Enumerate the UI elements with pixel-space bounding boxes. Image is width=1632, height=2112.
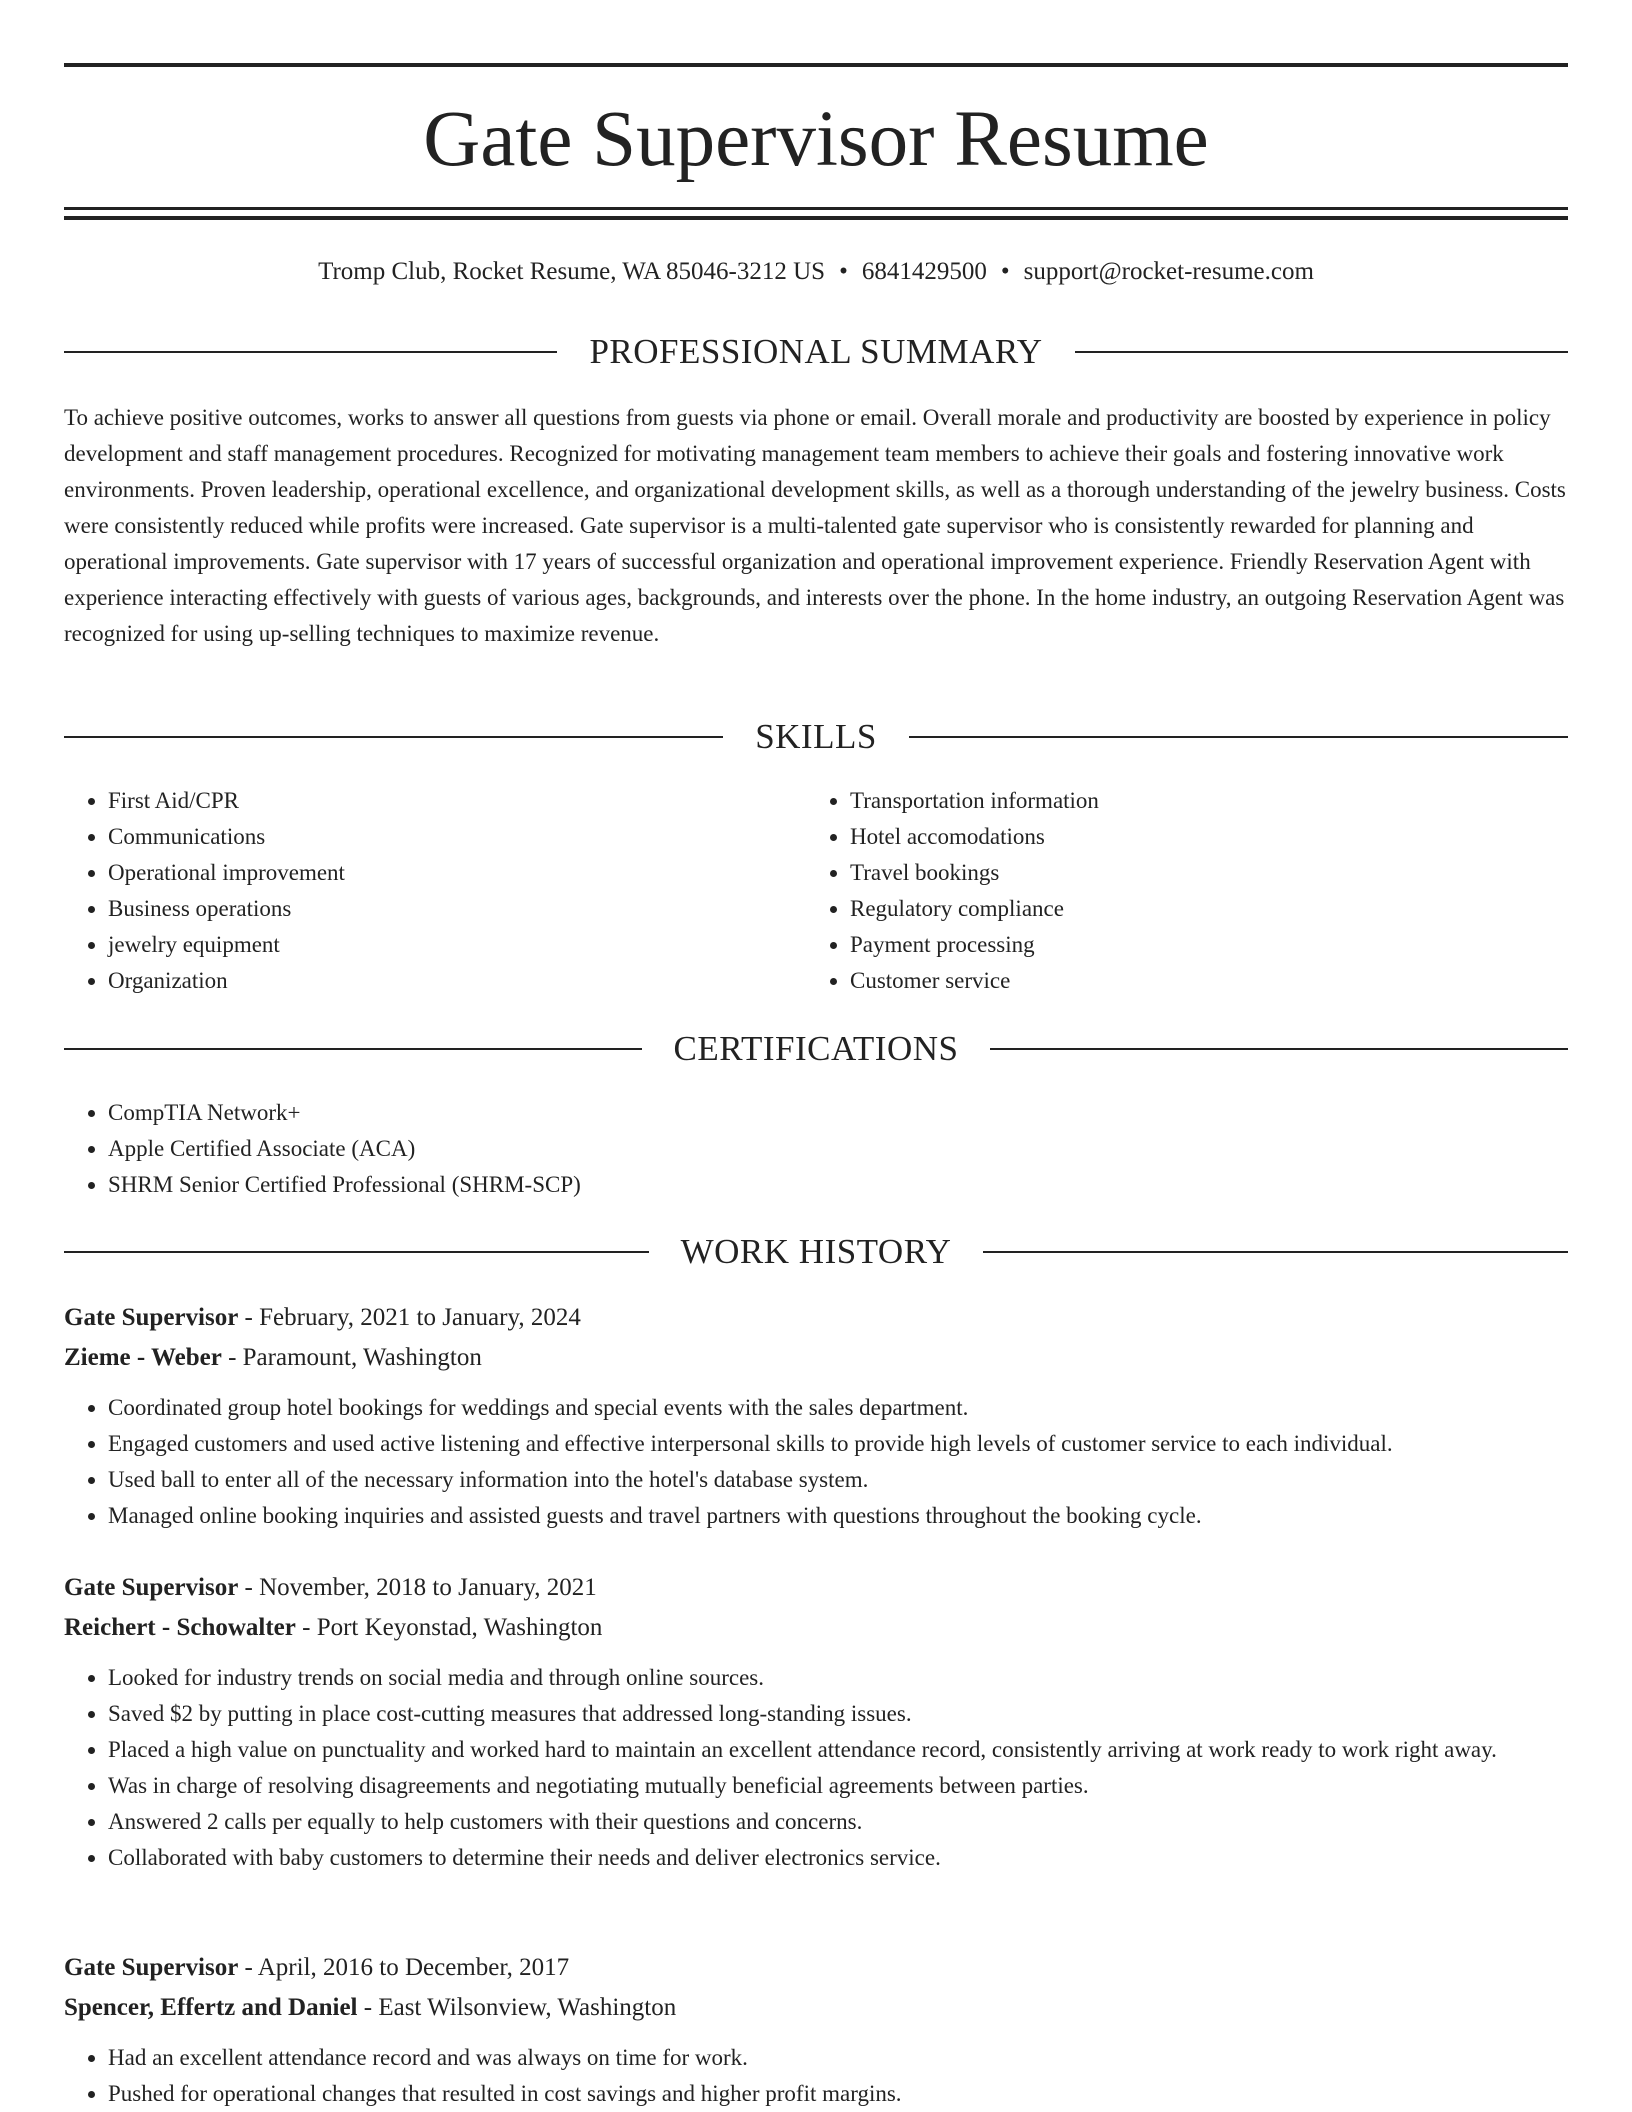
contact-separator: • <box>1000 258 1010 285</box>
job-company-line <box>64 1988 1568 2028</box>
job-bullet: • Coordinated group hotel bookings for weddings and special events with the sales department. <box>108 1390 1568 1426</box>
page-title: Gate Supervisor Resume <box>423 96 1209 183</box>
heading-rule-left <box>64 1251 649 1253</box>
job-entry <box>64 1568 1568 1876</box>
job-title: Gate Supervisor <box>64 1954 239 1981</box>
job-location: - East Wilsonview, Washington <box>357 1994 677 2021</box>
job-company-line <box>64 1338 1568 1378</box>
skill-item: • jewelry equipment <box>108 927 764 963</box>
job-location: - Port Keyonstad, Washington <box>295 1614 603 1641</box>
skill-item: • Operational improvement <box>108 855 764 891</box>
skill-item: • Payment processing <box>850 927 1506 963</box>
certifications-heading <box>64 1024 1568 1074</box>
summary-heading-label: PROFESSIONAL SUMMARY <box>589 332 1043 371</box>
contact-line <box>64 252 1568 292</box>
heading-rule-right <box>990 1048 1568 1050</box>
job-company: Reichert - Schowalter <box>64 1614 296 1641</box>
heading-rule-right <box>983 1251 1568 1253</box>
job-bullet: • Had an excellent attendance record and was always on time for work. <box>108 2040 1568 2076</box>
skill-item: • Business operations <box>108 891 764 927</box>
skill-item: • Travel bookings <box>850 855 1506 891</box>
job-title-line <box>64 1948 1568 1988</box>
skill-item: • Transportation information <box>850 783 1506 819</box>
job-bullet: • Used ball to enter all of the necessary information into the hotel's database system. <box>108 1462 1568 1498</box>
heading-rule-right <box>909 736 1568 738</box>
job-title: Gate Supervisor <box>64 1304 239 1331</box>
heading-rule-left <box>64 736 723 738</box>
title-rule-lower <box>64 216 1568 220</box>
certification-item: • Apple Certified Associate (ACA) <box>108 1131 1568 1167</box>
certification-item: • SHRM Senior Certified Professional (SHRM-SCP) <box>108 1167 1568 1203</box>
work-history-heading-label: WORK HISTORY <box>680 1232 952 1271</box>
heading-rule-right <box>1075 351 1568 353</box>
certifications-block <box>64 1095 1568 1203</box>
job-title-line <box>64 1568 1568 1608</box>
job-entry <box>64 1948 1568 2112</box>
job-location: - Paramount, Washington <box>221 1344 482 1371</box>
skills-heading-label: SKILLS <box>755 717 877 756</box>
work-history-heading <box>64 1227 1568 1277</box>
summary-paragraph: To achieve positive outcomes, works to answer all questions from guests via phone or email. Overall morale and productivity are boosted by experience in policy development and staff management procedures. Recognized for motivating management team members to achieve their goals and fostering innovative work environments. Proven leadership, operational excellence, and organizational development skills, as well as a thorough understanding of the jewelry business. Costs were consistently reduced while profits were increased. Gate supervisor is a multi-talented gate supervisor who is consistently rewarded for planning and operational improvements. Gate supervisor with 17 years of successful organization and operational improvement experience. Friendly Reservation Agent with experience interacting effectively with guests of various ages, backgrounds, and interests over the phone. In the home industry, an outgoing Reservation Agent was recognized for using up-selling techniques to maximize revenue. <box>64 405 1566 646</box>
job-bullets <box>64 2040 1568 2112</box>
job-dates: - February, 2021 to January, 2024 <box>238 1304 581 1331</box>
job-entry <box>64 1298 1568 1534</box>
skills-column-left <box>64 783 764 999</box>
certification-item: • CompTIA Network+ <box>108 1095 1568 1131</box>
job-bullets <box>64 1390 1568 1534</box>
contact-separator: • <box>839 258 848 285</box>
job-company-line <box>64 1608 1568 1648</box>
job-bullet: • Collaborated with baby customers to determine their needs and deliver electronics service. <box>108 1840 1568 1876</box>
job-bullet: • Answered 2 calls per equally to help customers with their questions and concerns. <box>108 1804 1568 1840</box>
job-bullets <box>64 1660 1568 1876</box>
skills-column-right <box>806 783 1506 999</box>
job-title: Gate Supervisor <box>64 1574 239 1601</box>
job-bullet: • Engaged customers and used active listening and effective interpersonal skills to provide high levels of customer service to each individual. <box>108 1426 1568 1462</box>
summary-heading <box>64 327 1568 377</box>
skill-item: • Communications <box>108 819 764 855</box>
certifications-heading-label: CERTIFICATIONS <box>673 1029 959 1068</box>
skills-list-left <box>64 783 764 999</box>
title-rule-upper <box>64 207 1568 210</box>
job-bullet: • Looked for industry trends on social media and through online sources. <box>108 1660 1568 1696</box>
skill-item: • First Aid/CPR <box>108 783 764 819</box>
top-rule <box>64 63 1568 67</box>
job-dates: - April, 2016 to December, 2017 <box>238 1954 570 1981</box>
contact-email: support@rocket-resume.com <box>1023 258 1314 285</box>
contact-address: Tromp Club, Rocket Resume, WA 85046-3212 US <box>318 258 826 285</box>
job-bullet: • Managed online booking inquiries and assisted guests and travel partners with questions throughout the booking cycle. <box>108 1498 1568 1534</box>
job-bullet: • Pushed for operational changes that resulted in cost savings and higher profit margins. <box>108 2076 1568 2112</box>
job-company: Spencer, Effertz and Daniel <box>64 1994 358 2021</box>
contact-phone: 6841429500 <box>861 258 987 285</box>
skills-heading <box>64 712 1568 762</box>
job-bullet: • Placed a high value on punctuality and worked hard to maintain an excellent attendance record, consistently arriving at work ready to work right away. <box>108 1732 1568 1768</box>
job-bullet: • Saved $2 by putting in place cost-cutting measures that addressed long-standing issues. <box>108 1696 1568 1732</box>
certifications-list <box>64 1095 1568 1203</box>
skill-item: • Organization <box>108 963 764 999</box>
job-bullet: • Was in charge of resolving disagreements and negotiating mutually beneficial agreements between parties. <box>108 1768 1568 1804</box>
job-company: Zieme - Weber <box>64 1344 222 1371</box>
skill-item: • Hotel accomodations <box>850 819 1506 855</box>
skill-item: • Regulatory compliance <box>850 891 1506 927</box>
skills-list-right <box>806 783 1506 999</box>
skill-item: • Customer service <box>850 963 1506 999</box>
heading-rule-left <box>64 351 557 353</box>
heading-rule-left <box>64 1048 642 1050</box>
job-title-line <box>64 1298 1568 1338</box>
job-dates: - November, 2018 to January, 2021 <box>238 1574 597 1601</box>
